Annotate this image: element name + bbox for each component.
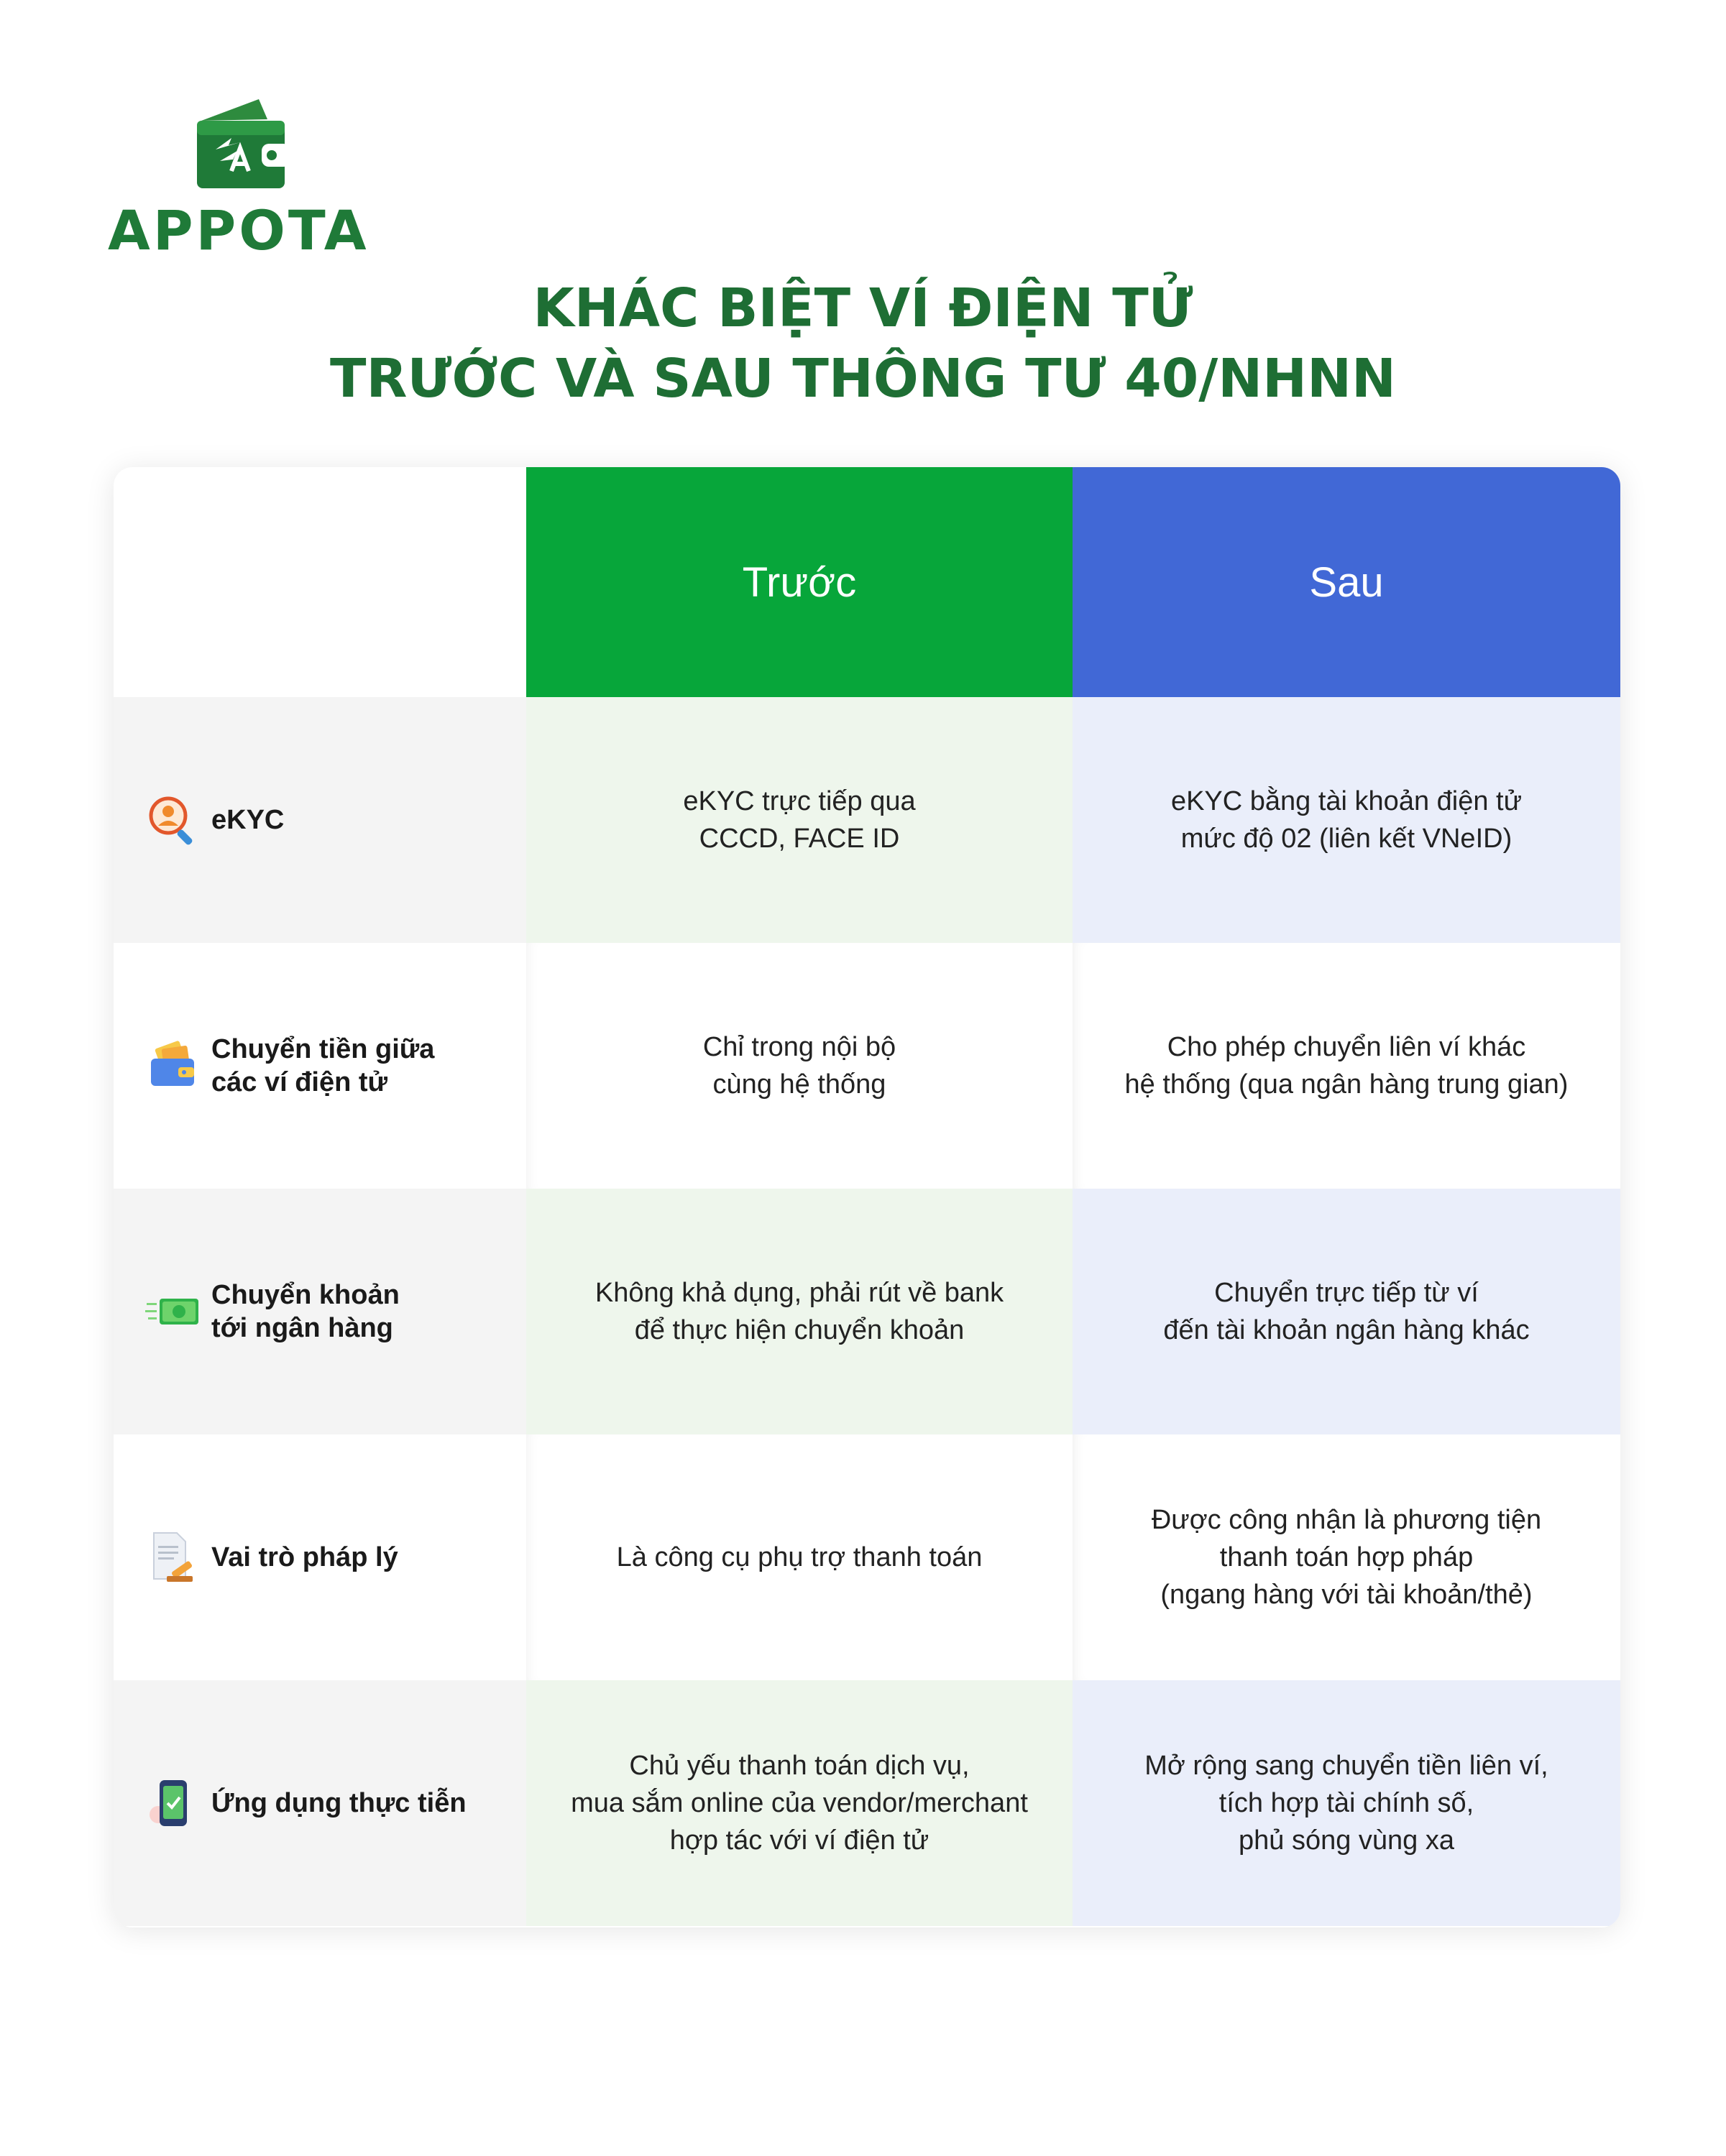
before-cell: Là công cụ phụ trợ thanh toán (526, 1434, 1073, 1680)
row-label-cell (114, 1680, 526, 1926)
before-cell: eKYC trực tiếp qua CCCD, FACE ID (526, 697, 1073, 943)
row-label: Chuyển tiền giữa các ví điện tử (211, 1034, 435, 1097)
row-label-cell (114, 697, 526, 943)
before-cell: Không khả dụng, phải rút về bank để thực hiện chuyển khoản (526, 1189, 1073, 1434)
title-line-2: TRƯỚC VÀ SAU THÔNG TƯ 40/NHNN (330, 348, 1396, 410)
before-cell: Chỉ trong nội bộ cùng hệ thống (526, 943, 1073, 1189)
table-row-practical-use (114, 1680, 1620, 1926)
table-row-ekyc (114, 697, 1620, 943)
row-label-cell (114, 1434, 526, 1680)
appota-logo (108, 92, 381, 264)
table-row-bank-transfer (114, 1189, 1620, 1434)
after-cell: Được công nhận là phương tiện thanh toán hợp pháp (ngang hàng với tài khoản/thẻ) (1073, 1434, 1620, 1680)
table-row-legal-role (114, 1434, 1620, 1680)
after-cell: eKYC bằng tài khoản điện tử mức độ 02 (liên kết VNeID) (1073, 697, 1620, 943)
row-label: Vai trò pháp lý (211, 1542, 398, 1572)
row-label-cell (114, 943, 526, 1189)
legal-document-icon (144, 1529, 201, 1586)
header-before: Trước (526, 467, 1073, 697)
row-label-cell (114, 1189, 526, 1434)
row-label: Chuyển khoản tới ngân hàng (211, 1280, 400, 1343)
table-row-wallet-transfer (114, 943, 1620, 1189)
ekyc-search-icon (144, 791, 201, 849)
money-transfer-icon (144, 1283, 201, 1340)
wallet-logo-icon (187, 92, 295, 200)
header-after: Sau (1073, 467, 1620, 697)
comparison-table (114, 467, 1620, 1927)
page-title (0, 273, 1726, 414)
before-cell: Chủ yếu thanh toán dịch vụ, mua sắm online của vendor/merchant hợp tác với ví điện tử (526, 1680, 1073, 1926)
after-cell: Chuyển trực tiếp từ ví đến tài khoản ngân hàng khác (1073, 1189, 1620, 1434)
after-cell: Cho phép chuyển liên ví khác hệ thống (qua ngân hàng trung gian) (1073, 943, 1620, 1189)
brand-name: APPOTA (108, 198, 369, 262)
row-label: Ứng dụng thực tiễn (211, 1788, 467, 1818)
phone-check-icon (144, 1774, 201, 1832)
wallet-icon (144, 1037, 201, 1095)
row-label: eKYC (211, 805, 285, 835)
after-cell: Mở rộng sang chuyển tiền liên ví, tích hợp tài chính số, phủ sóng vùng xa (1073, 1680, 1620, 1926)
title-line-1: KHÁC BIỆT VÍ ĐIỆN TỬ (533, 277, 1193, 339)
